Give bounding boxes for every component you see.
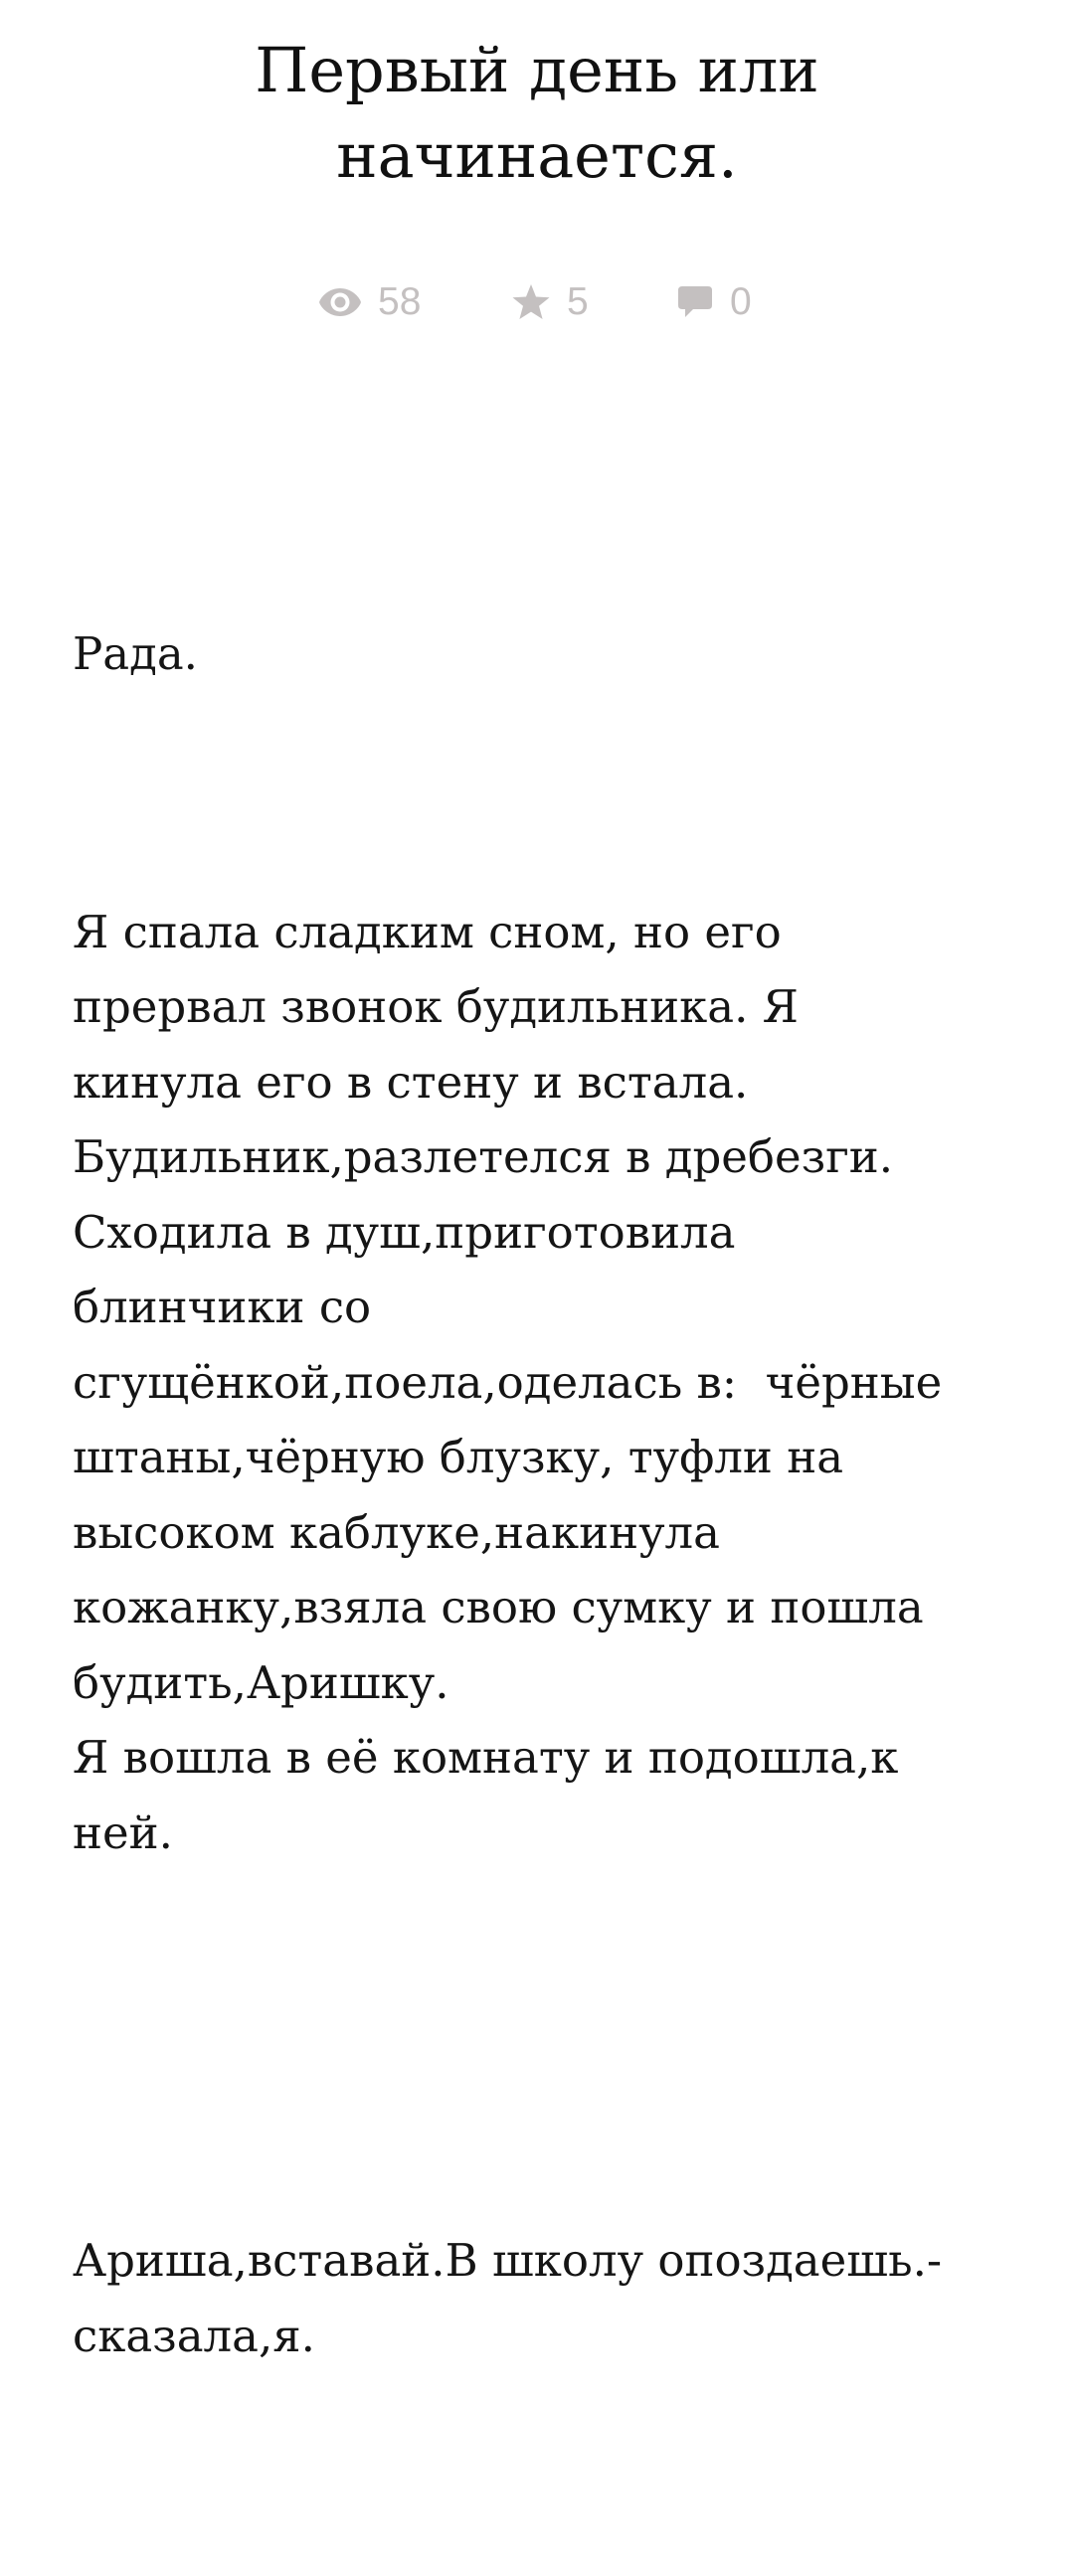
text-line: будить,Аришку. — [73, 1655, 449, 1709]
text-line: штаны,чёрную блузку, туфли на — [73, 1431, 844, 1483]
text-line: Сходила в душ,приготовила — [73, 1205, 736, 1259]
comments-count: 0 — [730, 280, 752, 323]
text-line: кинула его в стену и встала. — [73, 1055, 749, 1109]
text-line: Рада. — [73, 627, 198, 680]
likes-count: 5 — [567, 280, 589, 323]
story-title — [90, 28, 984, 199]
text-line: сгущёнкой,поела,оделась в: чёрные — [73, 1355, 943, 1409]
title-line-2: начинается. — [336, 119, 738, 192]
paragraph-2 — [73, 745, 1007, 2021]
text-line: Я вошла в её комнату и подошла,к — [73, 1731, 899, 1784]
views-count: 58 — [378, 280, 422, 323]
text-line: сказала,я. — [73, 2309, 315, 2362]
star-icon — [511, 283, 551, 321]
text-line: Я спала сладким сном, но его — [73, 905, 782, 958]
text-line: прервал звонок будильника. Я — [73, 980, 800, 1033]
eye-icon — [318, 287, 362, 317]
text-line: кожанку,взяла свою сумку и пошла — [73, 1581, 924, 1633]
text-line: Ариша,вставай.В школу опоздаешь.- — [73, 2234, 943, 2287]
story-body — [73, 616, 1007, 2576]
text-line: высоком каблуке,накинула — [73, 1505, 720, 1559]
paragraph-3 — [73, 2073, 1007, 2523]
title-line-1: Первый день или — [255, 34, 819, 106]
views-counter — [318, 274, 421, 330]
text-line: Будильник,разлетелся в дребезги. — [73, 1130, 894, 1183]
paragraph-1 — [73, 616, 1007, 692]
text-line: ней. — [73, 1805, 173, 1859]
comments-counter[interactable] — [676, 274, 752, 330]
likes-counter[interactable] — [511, 274, 589, 330]
story-stats — [0, 274, 1074, 330]
comment-icon — [676, 283, 714, 321]
text-line: блинчики со — [73, 1281, 372, 1333]
